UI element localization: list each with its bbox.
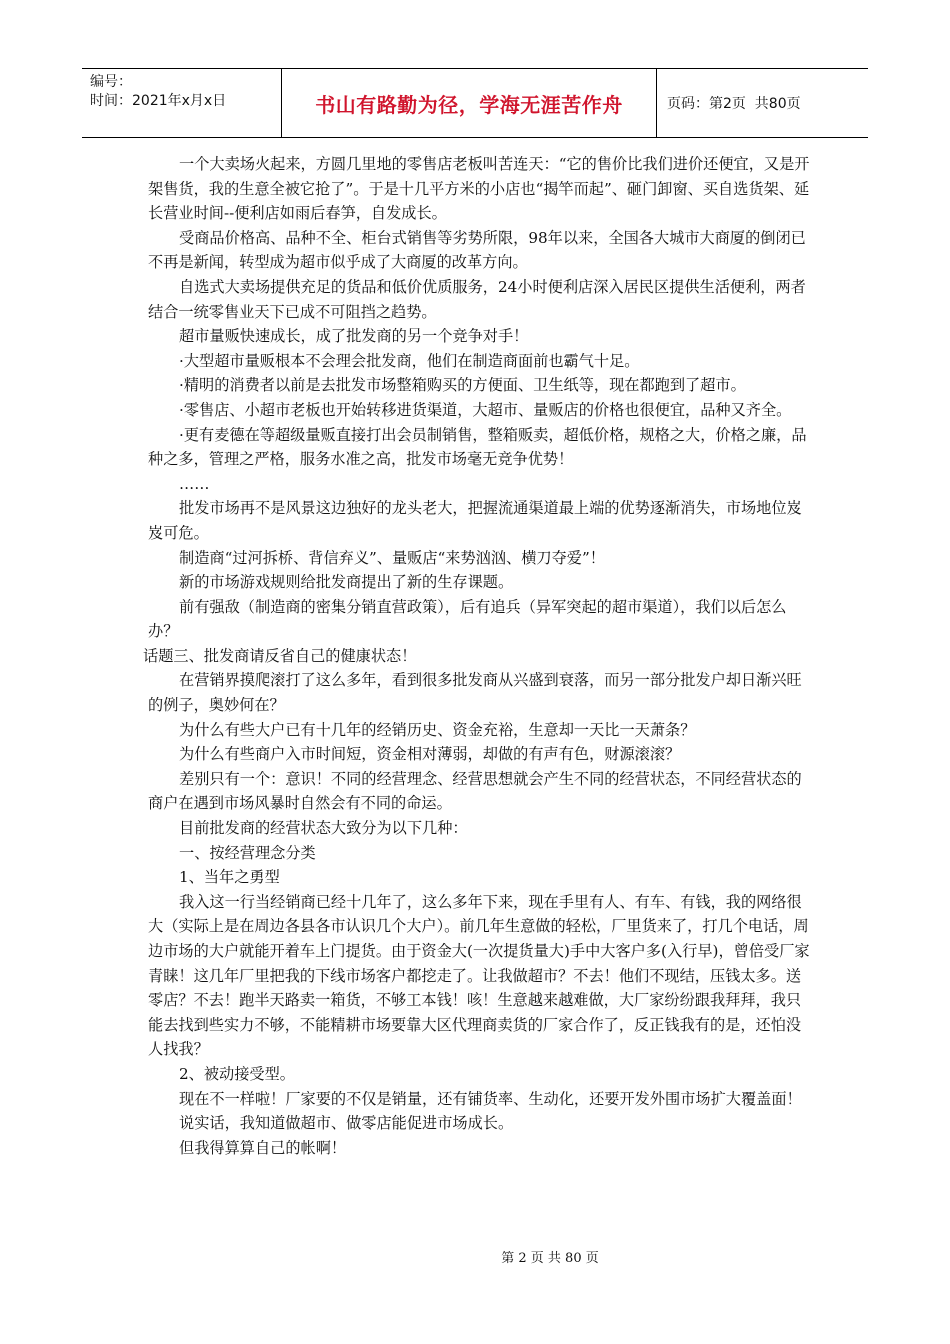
- paragraph: 自选式大卖场提供充足的货品和低价优质服务，24小时便利店深入居民区提供生活便利，两者结合一统零售业天下已成不可阻挡之趋势。: [148, 277, 806, 321]
- document-number-label: 编号：: [90, 74, 132, 90]
- header-motto: 书山有路勤为径，学海无涯苦作舟: [315, 92, 623, 117]
- header-page-cell: [657, 69, 868, 137]
- paragraph: 目前批发商的经营状态大致分为以下几种：: [179, 819, 468, 838]
- paragraph: 受商品价格高、品种不全、柜台式销售等劣势所限，98年以来，全国各大城市大商厦的倒闭已不再是新闻，转型成为超市似乎成了大商厦的改革方向。: [148, 228, 806, 272]
- header-page-number: 页码：第2页 共80页: [667, 96, 801, 112]
- paragraph: 为什么有些大户已有十几年的经销历史、资金充裕，生意却一天比一天萧条？: [179, 720, 696, 739]
- bullet-paragraph: ·零售店、小超市老板也开始转移进货渠道，大超市、量贩店的价格也很便宜，品种又齐全。: [179, 400, 792, 419]
- paragraph: 现在不一样啦！厂家要的不仅是销量，还有铺货率、生动化，还要开发外围市场扩大覆盖面！: [179, 1089, 802, 1108]
- subheading: 一、按经营理念分类: [179, 843, 316, 862]
- paragraph: 批发市场再不是风景这边独好的龙头老大，把握流通渠道最上端的优势逐渐消失，市场地位岌岌可危。: [148, 499, 802, 542]
- paragraph: 制造商“过河拆桥、背信弃义”、量贩店“来势汹汹、横刀夺爱”！: [179, 548, 605, 567]
- paragraph: 差别只有一个：意识！不同的经营理念、经营思想就会产生不同的经营状态，不同经营状态的商户在遇到市场风暴时自然会有不同的命运。: [148, 769, 802, 813]
- paragraph: 一个大卖场火起来，方圆几里地的零售店老板叫苦连天：“它的售价比我们进价还便宜，又是开架售货，我的生意全被它抢了”。于是十几平方米的小店也“揭竿而起”、砸门卸窗、买自选货架、延长营业时间--便利店如雨后春笋，自发成长。: [148, 155, 810, 223]
- subheading: 2、被动接受型。: [179, 1064, 295, 1083]
- document-body: [143, 152, 812, 1160]
- paragraph: 在营销界摸爬滚打了这么多年，看到很多批发商从兴盛到衰落，而另一部分批发户却日渐兴旺的例子，奥妙何在？: [148, 671, 802, 715]
- ellipsis-paragraph: ……: [179, 474, 210, 493]
- paragraph: 我入这一行当经销商已经十几年了，这么多年下来，现在手里有人、有车、有钱，我的网络很大（实际上是在周边各县各市认识几个大户）。前几年生意做的轻松，厂里货来了，打几个电话，周边市场的大户就能开着车上门提货。由于资金大(一次提货量大)手中大客户多(入行早)，曾倍受厂家青睐！这几年厂里把我的下线市场客户都挖走了。让我做超市？不去！他们不现结，压钱太多。送零店？不去！跑半天路卖一箱货，不够工本钱！咳！生意越来越难做，大厂家纷纷跟我拜拜，我只能去找到些实力不够，不能精耕市场要靠大区代理商卖货的厂家合作了，反正钱我有的是，还怕没人找我？: [148, 892, 810, 1059]
- paragraph: 超市量贩快速成长，成了批发商的另一个竞争对手！: [179, 327, 529, 346]
- header-meta-cell: [82, 69, 282, 137]
- section-heading: 话题三、批发商请反省自己的健康状态！: [143, 646, 417, 665]
- document-date-label: 时间：2021年x月x日: [90, 93, 227, 109]
- header-table: [82, 68, 868, 138]
- paragraph: 新的市场游戏规则给批发商提出了新的生存课题。: [179, 573, 514, 592]
- header-motto-cell: [282, 69, 657, 137]
- subheading: 1、当年之勇型: [179, 868, 280, 887]
- paragraph: 前有强敌（制造商的密集分销直营政策），后有追兵（异军突起的超市渠道），我们以后怎么办？: [148, 597, 787, 641]
- paragraph: 为什么有些商户入市时间短，资金相对薄弱，却做的有声有色，财源滚滚？: [179, 745, 681, 764]
- paragraph: 说实话，我知道做超市、做零店能促进市场成长。: [179, 1114, 514, 1133]
- bullet-paragraph: ·更有麦德在等超级量贩直接打出会员制销售，整箱贩卖，超低价格，规格之大，价格之廉，品种之多，管理之严格，服务水准之高，批发市场毫无竞争优势！: [148, 425, 807, 469]
- bullet-paragraph: ·大型超市量贩根本不会理会批发商，他们在制造商面前也霸气十足。: [179, 351, 640, 370]
- bullet-paragraph: ·精明的消费者以前是去批发市场整箱购买的方便面、卫生纸等，现在都跑到了超市。: [179, 376, 746, 395]
- footer-page-number: 第 2 页 共 80 页: [501, 1251, 599, 1266]
- page-footer: [0, 1247, 950, 1266]
- paragraph: 但我得算算自己的帐啊！: [179, 1138, 347, 1157]
